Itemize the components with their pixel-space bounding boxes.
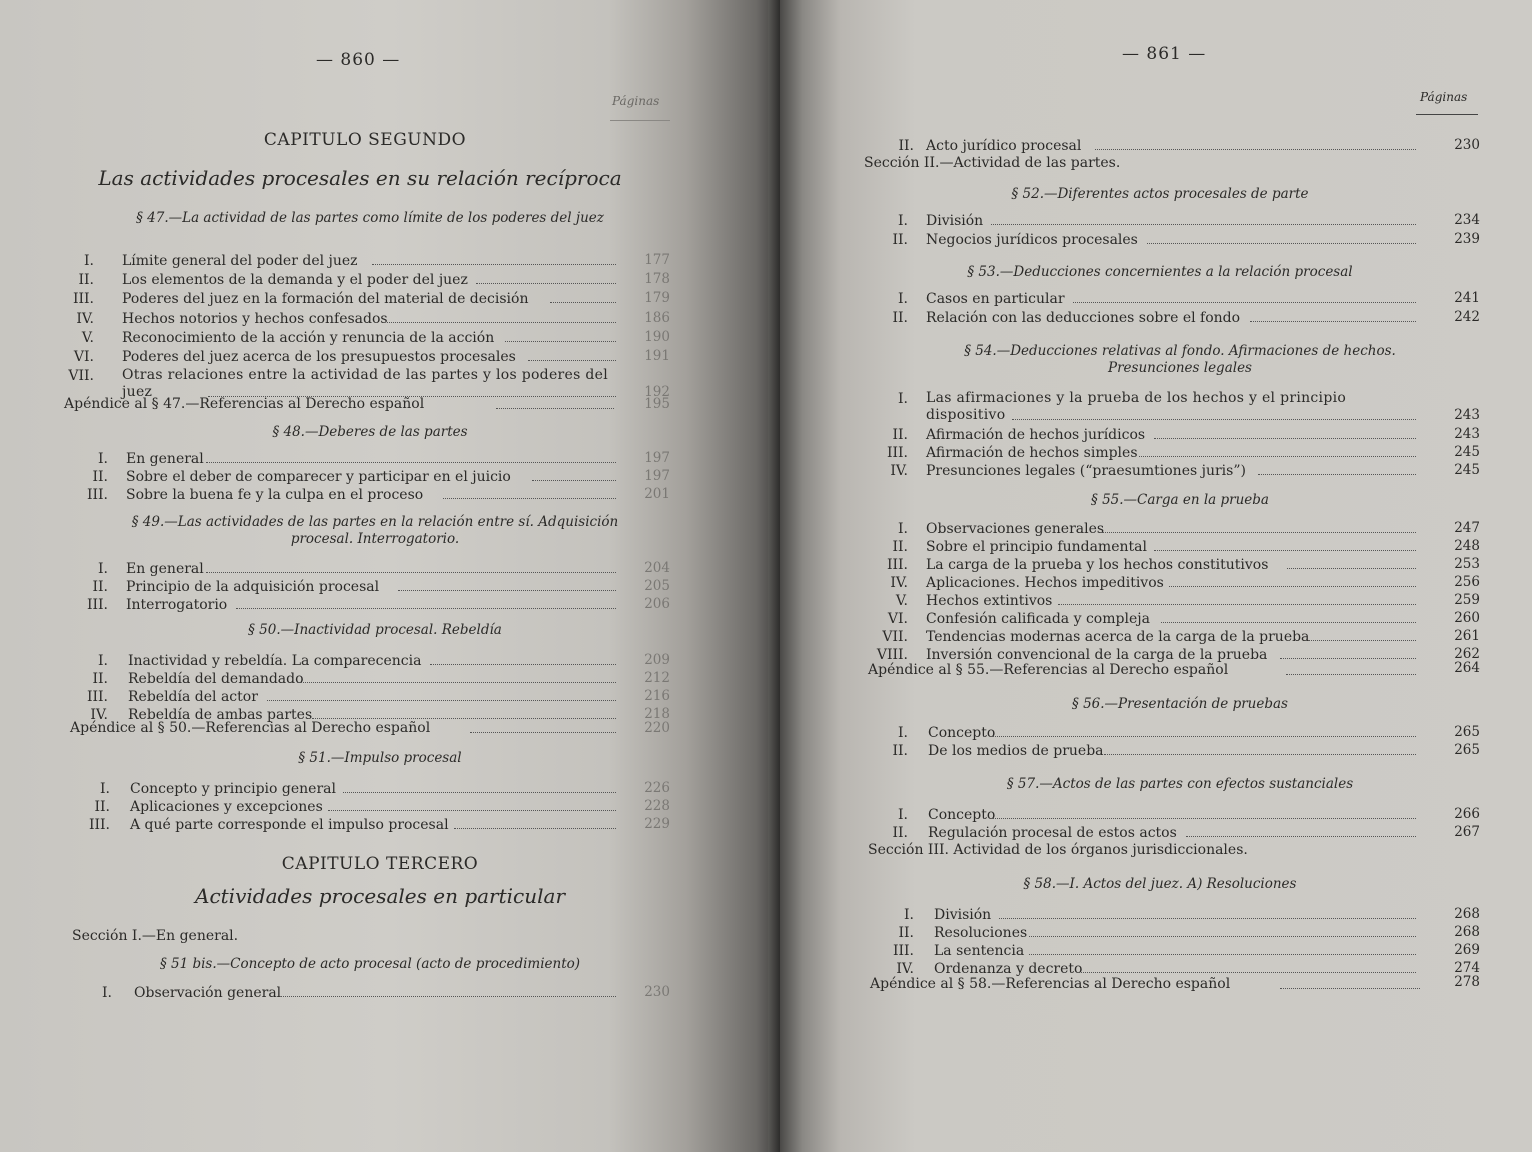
entry-title: Rebeldía de ambas partes [128, 707, 313, 723]
entry-title: Regulación procesal de estos actos [928, 825, 1177, 841]
page-ref: 261 [1454, 628, 1480, 644]
appendix-text: Apéndice al § 55.—Referencias al Derecho español [868, 662, 1229, 678]
page-ref: 230 [1454, 137, 1480, 153]
section-heading: § 57.—Actos de las partes con efectos sustanciales [1006, 776, 1354, 792]
entry-title: Rebeldía del demandado [128, 671, 304, 687]
entry-title: La sentencia [934, 943, 1025, 959]
page-number: — 861 — [1122, 44, 1207, 64]
page-ref: 195 [644, 396, 670, 412]
entry-number: II. [94, 799, 110, 815]
entry-number: VI. [73, 349, 94, 365]
page-ref: 191 [644, 348, 670, 364]
dot-leader [1286, 662, 1416, 675]
entry-number: I. [898, 291, 908, 307]
dot-leader [1073, 290, 1416, 303]
entry-number: VII. [68, 368, 94, 384]
section-heading: § 54.—Deducciones relativas al fondo. Afirmaciones de hechos. Presunciones legales [964, 343, 1396, 376]
dot-leader [1081, 960, 1416, 973]
page-ref: 234 [1454, 212, 1480, 228]
dot-leader [1139, 444, 1416, 457]
page-ref: 264 [1454, 660, 1480, 676]
dot-leader [1169, 574, 1416, 587]
entry-number: I. [98, 451, 108, 467]
page-ref: 226 [644, 780, 670, 796]
entry-title: Límite general del poder del juez [122, 253, 358, 269]
entry-title: Aplicaciones y excepciones [130, 799, 323, 815]
dot-leader [206, 450, 616, 463]
entry-title: La carga de la prueba y los hechos constitutivos [926, 557, 1269, 573]
dot-leader [993, 806, 1416, 819]
header-rule [1416, 114, 1478, 115]
page-ref: 230 [644, 984, 670, 1000]
dot-leader [372, 252, 616, 265]
dot-leader [532, 468, 616, 481]
entry-title: En general [126, 561, 204, 577]
page-ref: 212 [644, 670, 670, 686]
paginas-header: Páginas [612, 94, 660, 108]
entry-number: I. [898, 391, 908, 407]
entry-title: Concepto y principio general [130, 781, 336, 797]
dot-leader [505, 329, 616, 342]
section-heading: § 56.—Presentación de pruebas [1072, 696, 1288, 712]
entry-number: VIII. [876, 647, 908, 663]
entry-number: III. [886, 557, 908, 573]
page-ref: 260 [1454, 610, 1480, 626]
page-ref: 204 [644, 560, 670, 576]
section-heading: § 50.—Inactividad procesal. Rebeldía [248, 622, 502, 638]
dot-leader [1309, 628, 1416, 641]
entry-title: Casos en particular [926, 291, 1065, 307]
entry-title: A qué parte corresponde el impulso procesal [130, 817, 449, 833]
page-ref: 245 [1454, 444, 1480, 460]
page-ref: 186 [644, 310, 670, 326]
dot-leader [281, 984, 616, 997]
page-ref: 262 [1454, 646, 1480, 662]
entry-number: IV. [890, 575, 908, 591]
entry-title: Los elementos de la demanda y el poder del juez [122, 272, 468, 288]
dot-leader [1029, 924, 1416, 937]
dot-leader [343, 780, 616, 793]
dot-leader [1280, 646, 1416, 659]
section-heading: § 58.—I. Actos del juez. A) Resoluciones [1023, 876, 1297, 892]
section-heading: § 55.—Carga en la prueba [1091, 492, 1269, 508]
dot-leader [1012, 407, 1416, 420]
page-ref: 192 [644, 384, 670, 400]
entry-title: Poderes del juez acerca de los presupuestos procesales [122, 349, 516, 365]
entry-title: Acto jurídico procesal [926, 138, 1082, 154]
entry-number: II. [78, 272, 94, 288]
entry-title: Tendencias modernas acerca de la carga de la prueba [926, 629, 1310, 645]
page-ref: 278 [1454, 974, 1480, 990]
entry-number: I. [898, 807, 908, 823]
entry-number: III. [86, 487, 108, 503]
entry-title: Confesión calificada y compleja [926, 611, 1150, 627]
entry-number: I. [898, 725, 908, 741]
paginas-header: Páginas [1420, 90, 1468, 104]
entry-number: III. [86, 689, 108, 705]
entry-title: Inactividad y rebeldía. La comparecencia [128, 653, 422, 669]
dot-leader [550, 290, 616, 303]
appendix-entry [64, 396, 424, 412]
page-ref: 201 [644, 486, 670, 502]
page-ref: 265 [1454, 724, 1480, 740]
page-ref: 256 [1454, 574, 1480, 590]
entry-number: II. [892, 825, 908, 841]
page-ref: 229 [644, 816, 670, 832]
dot-leader [312, 706, 616, 719]
chapter-title: CAPITULO SEGUNDO [263, 130, 467, 150]
page-ref: 228 [644, 798, 670, 814]
entry-title: Las afirmaciones y la prueba de los hechos y el principio dispositivo [926, 390, 1347, 423]
entry-title: Negocios jurídicos procesales [926, 232, 1138, 248]
section-heading: § 49.—Las actividades de las partes en la relación entre sí. Adquisición procesal. Interrogatorio. [131, 514, 619, 547]
entry-number: IV. [90, 707, 108, 723]
entry-number: I. [102, 985, 112, 1001]
dot-leader [1287, 556, 1416, 569]
entry-number: I. [100, 781, 110, 797]
entry-title: Observaciones generales [926, 521, 1105, 537]
dot-leader [454, 816, 616, 829]
entry-title: Otras relaciones entre la actividad de las partes y los poderes del juez [122, 367, 608, 400]
page-ref: 239 [1454, 231, 1480, 247]
entry-title: Observación general [134, 985, 282, 1001]
entry-number: II. [92, 579, 108, 595]
entry-title: De los medios de prueba [928, 743, 1104, 759]
entry-number: III. [886, 445, 908, 461]
page-ref: 274 [1454, 960, 1480, 976]
appendix-entry [70, 720, 430, 736]
dot-leader [993, 724, 1416, 737]
entry-title: Resoluciones [934, 925, 1028, 941]
entry-number: IV. [76, 311, 94, 327]
page-ref: 242 [1454, 309, 1480, 325]
entry-number: II. [898, 925, 914, 941]
dot-leader [1186, 824, 1416, 837]
chapter-title: CAPITULO TERCERO [281, 854, 479, 874]
entry-number: II. [898, 138, 914, 154]
appendix-text: Apéndice al § 47.—Referencias al Derecho español [64, 396, 425, 412]
right-page [780, 0, 1532, 1152]
dot-leader [1258, 462, 1416, 475]
dot-leader [1161, 610, 1416, 623]
section-heading: § 53.—Deducciones concernientes a la relación procesal [967, 264, 1353, 280]
page-ref: 265 [1454, 742, 1480, 758]
dot-leader [443, 486, 616, 499]
entry-title: Aplicaciones. Hechos impeditivos [926, 575, 1164, 591]
entry-title: Afirmación de hechos simples [926, 445, 1138, 461]
page-ref: 268 [1454, 924, 1480, 940]
entry-title: Interrogatorio [126, 597, 228, 613]
entry-title: Inversión convencional de la carga de la prueba [926, 647, 1268, 663]
page-ref: 220 [644, 720, 670, 736]
entry-number: I. [904, 907, 914, 923]
entry-number: II. [92, 671, 108, 687]
page-ref: 269 [1454, 942, 1480, 958]
entry-number: II. [892, 743, 908, 759]
entry-title: División [934, 907, 992, 923]
dot-leader [206, 560, 616, 573]
section-heading: § 47.—La actividad de las partes como límite de los poderes del juez [136, 210, 604, 226]
chapter-subtitle: Actividades procesales en particular [195, 884, 565, 908]
page-ref: 248 [1454, 538, 1480, 554]
entry-title: Hechos extintivos [926, 593, 1053, 609]
entry-title: Hechos notorios y hechos confesados [122, 311, 388, 327]
chapter-subtitle: Las actividades procesales en su relación recíproca [98, 166, 622, 190]
entry-title: Concepto [928, 725, 996, 741]
dot-leader [297, 670, 616, 683]
entry-title: Principio de la adquisición procesal [126, 579, 380, 595]
entry-number: II. [92, 469, 108, 485]
dot-leader [1058, 592, 1416, 605]
header-rule [610, 120, 670, 121]
seccion-label: Sección I.—En general. [72, 928, 239, 944]
appendix-text: Apéndice al § 50.—Referencias al Derecho español [70, 720, 431, 736]
entry-number: VII. [882, 629, 908, 645]
dot-leader [1095, 137, 1416, 150]
section-heading: § 52.—Diferentes actos procesales de parte [1011, 186, 1309, 202]
dot-leader [1102, 520, 1416, 533]
page-number: — 860 — [316, 50, 401, 70]
entry-number: III. [88, 817, 110, 833]
entry-number: V. [81, 330, 94, 346]
page-ref: 253 [1454, 556, 1480, 572]
entry-title: Ordenanza y decreto [934, 961, 1083, 977]
dot-leader [328, 798, 616, 811]
entry-number: IV. [896, 961, 914, 977]
appendix-entry [870, 976, 1230, 992]
appendix-text: Apéndice al § 58.—Referencias al Derecho español [870, 976, 1231, 992]
entry-title: Poderes del juez en la formación del material de decisión [122, 291, 529, 307]
appendix-entry [868, 662, 1228, 678]
entry-title: Reconocimiento de la acción y renuncia de la acción [122, 330, 495, 346]
dot-leader [1250, 309, 1416, 322]
entry-title: Sobre la buena fe y la culpa en el proceso [126, 487, 424, 503]
section-heading: § 51.—Impulso procesal [298, 750, 462, 766]
page-ref: 177 [644, 252, 670, 268]
dot-leader [1154, 426, 1416, 439]
page-ref: 205 [644, 578, 670, 594]
entry-number: II. [892, 427, 908, 443]
entry-title: Sobre el principio fundamental [926, 539, 1147, 555]
dot-leader [430, 652, 616, 665]
dot-leader [528, 348, 616, 361]
page-ref: 216 [644, 688, 670, 704]
dot-leader [1104, 742, 1416, 755]
entry-number: III. [86, 597, 108, 613]
dot-leader [470, 720, 616, 733]
dot-leader [1029, 942, 1416, 955]
entry-number: VI. [887, 611, 908, 627]
entry-title: Relación con las deducciones sobre el fondo [926, 310, 1241, 326]
entry-number: I. [98, 653, 108, 669]
dot-leader [999, 906, 1416, 919]
page-ref: 197 [644, 468, 670, 484]
page-ref: 209 [644, 652, 670, 668]
entry-title: Presunciones legales (“praesumtiones juris”) [926, 463, 1246, 479]
entry-number: I. [898, 521, 908, 537]
entry-title: División [926, 213, 984, 229]
entry-number: II. [892, 539, 908, 555]
page-ref: 267 [1454, 824, 1480, 840]
page-ref: 268 [1454, 906, 1480, 922]
dot-leader [1147, 231, 1416, 244]
entry-title: Sobre el deber de comparecer y participar en el juicio [126, 469, 511, 485]
seccion-label: Sección II.—Actividad de las partes. [864, 155, 1121, 171]
page-ref: 243 [1454, 426, 1480, 442]
seccion-label: Sección III. Actividad de los órganos jurisdiccionales. [868, 842, 1248, 858]
dot-leader [991, 212, 1416, 225]
dot-leader [1154, 538, 1416, 551]
page-ref: 266 [1454, 806, 1480, 822]
section-heading: § 51 bis.—Concepto de acto procesal (acto de procedimiento) [159, 956, 581, 972]
dot-leader [496, 396, 614, 409]
page-ref: 243 [1454, 407, 1480, 423]
page-ref: 241 [1454, 290, 1480, 306]
page-ref: 218 [644, 706, 670, 722]
entry-number: IV. [890, 463, 908, 479]
dot-leader [476, 271, 616, 284]
entry-number: V. [895, 593, 908, 609]
dot-leader [398, 578, 616, 591]
page-ref: 247 [1454, 520, 1480, 536]
entry-title: En general [126, 451, 204, 467]
section-heading: § 48.—Deberes de las partes [272, 424, 468, 440]
page-ref: 206 [644, 596, 670, 612]
entry-number: III. [72, 291, 94, 307]
entry-number: I. [898, 213, 908, 229]
dot-leader [1280, 976, 1420, 989]
dot-leader [267, 688, 616, 701]
page-ref: 190 [644, 329, 670, 345]
page-ref: 259 [1454, 592, 1480, 608]
entry-title: Concepto [928, 807, 996, 823]
entry-number: II. [892, 232, 908, 248]
dot-leader [387, 310, 616, 323]
page-ref: 178 [644, 271, 670, 287]
dot-leader [236, 596, 616, 609]
entry-title: Afirmación de hechos jurídicos [926, 427, 1146, 443]
entry-number: I. [98, 561, 108, 577]
entry-number: I. [84, 253, 94, 269]
page-ref: 197 [644, 450, 670, 466]
page-ref: 179 [644, 290, 670, 306]
entry-title: Rebeldía del actor [128, 689, 258, 705]
entry-number: III. [892, 943, 914, 959]
entry-number: II. [892, 310, 908, 326]
page-ref: 245 [1454, 462, 1480, 478]
